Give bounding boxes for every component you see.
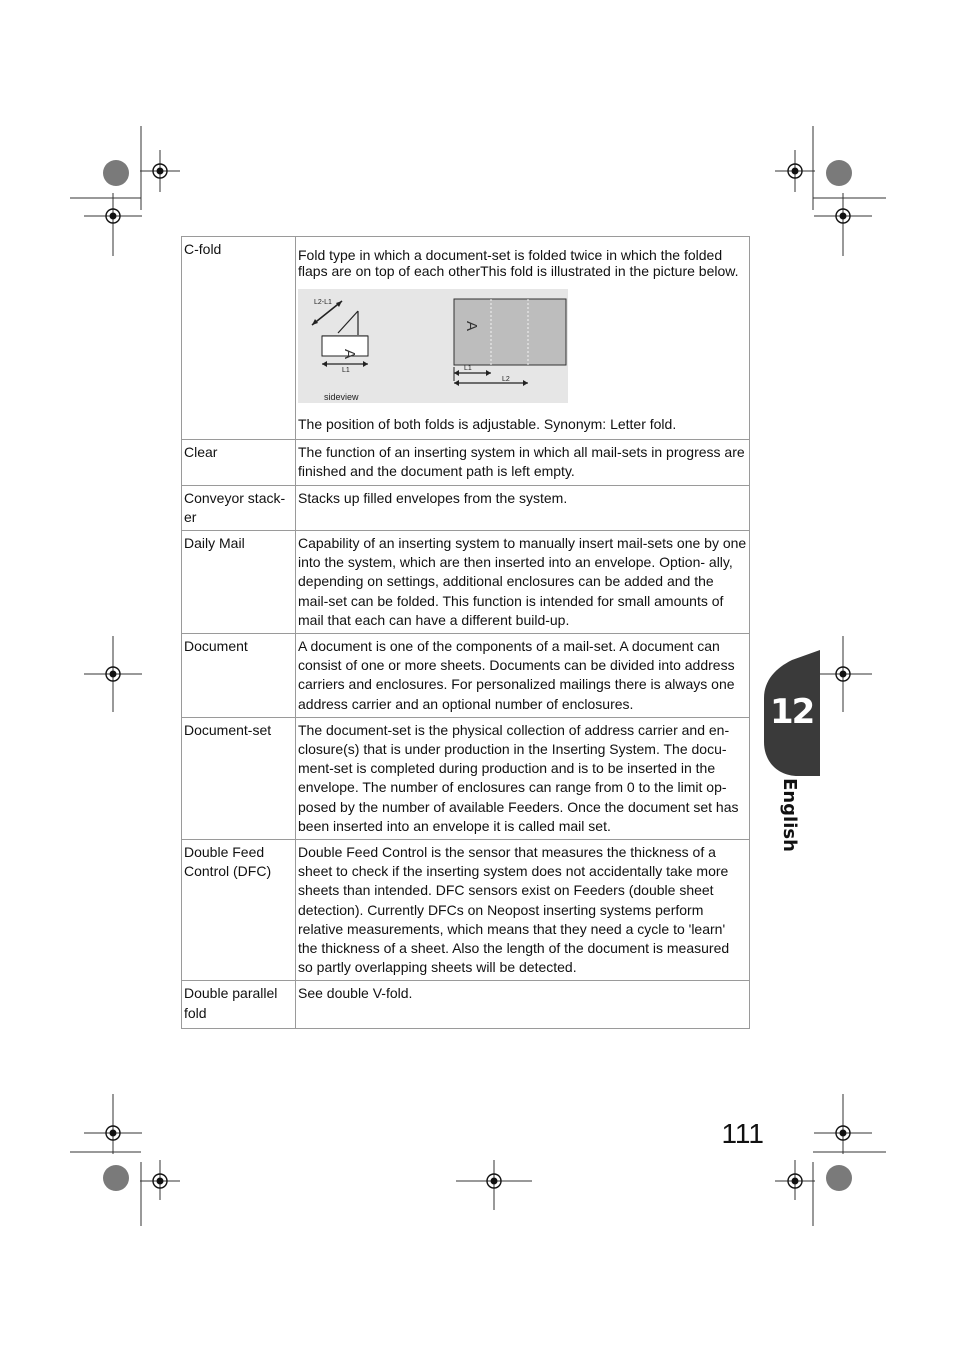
term-cell: Document-set xyxy=(182,717,296,839)
definition-cell: The function of an inserting system in which all mail-sets in progress are finished and the document path is left empty. xyxy=(296,440,750,485)
glossary-row-document xyxy=(182,634,750,718)
glossary-row-double-parallel-fold xyxy=(182,981,750,1028)
glossary-row-document-set xyxy=(182,717,750,839)
term-cell: Double Feed Control (DFC) xyxy=(182,840,296,981)
glossary-row-clear xyxy=(182,440,750,485)
figure-label-l2: L2 xyxy=(502,376,510,383)
definition-cell: A document is one of the components of a mail-set. A document can consist of one or more sheets. Documents can be divided into address carriers and enclosures. For personalized mailings there is always one address carrier and an optional number of enclosures. xyxy=(296,634,750,718)
glossary-row-double-feed-control xyxy=(182,840,750,981)
figure-label-l1-sheet: L1 xyxy=(464,365,472,372)
chapter-language: English xyxy=(779,778,800,852)
term-cell: Document xyxy=(182,634,296,718)
glossary-row-c-fold xyxy=(182,237,750,440)
glossary-row-daily-mail xyxy=(182,531,750,634)
figure-label-l1-side: L1 xyxy=(342,367,350,374)
definition-text: Fold type in which a document-set is folded twice in which the folded flaps are on top of each otherThis fold is illustrated in the picture below. xyxy=(298,247,739,279)
definition-cell xyxy=(296,237,750,440)
figure-letter-side: A xyxy=(341,348,358,360)
definition-text-after-figure: The position of both folds is adjustable. Synonym: Letter fold. xyxy=(298,416,677,432)
term-cell: Clear xyxy=(182,440,296,485)
glossary-table xyxy=(181,236,750,1029)
definition-cell: Double Feed Control is the sensor that measures the thickness of a sheet to check if the inserting system does not accidentally take more sheets than intended. DFC sensors exist on Feeders (double sheet detection). Currently DFCs on Neopost inserting systems perform relative measurements, which means that they need a cycle to 'learn' the thickness of a sheet. Also the length of the document is measured so partly overlapping sheets will be detected. xyxy=(296,840,750,981)
page-number: 111 xyxy=(721,1118,764,1149)
definition-cell: See double V-fold. xyxy=(296,981,750,1028)
figure-sideview-label: sideview xyxy=(324,392,359,402)
term-cell: Daily Mail xyxy=(182,531,296,634)
term-cell: Double parallel fold xyxy=(182,981,296,1028)
term-cell: C-fold xyxy=(182,237,296,440)
figure-label-diff: L2-L1 xyxy=(314,299,332,306)
chapter-number: 12 xyxy=(770,692,814,732)
term-cell: Conveyor stack- er xyxy=(182,485,296,530)
figure-letter-sheet: A xyxy=(463,320,480,332)
c-fold-illustration xyxy=(298,289,568,403)
glossary-row-conveyor-stacker xyxy=(182,485,750,530)
definition-cell: The document-set is the physical collection of address carrier and en- closure(s) that is under production in the Inserting System. The docu- ment-set is completed during production and is to be inserted in the envelope. The number of enclosures can range from 0 to the limit op- posed by the number of available Feeders. Once the document set has been inserted into an envelope it is called mail set. xyxy=(296,717,750,839)
definition-cell: Stacks up filled envelopes from the system. xyxy=(296,485,750,530)
definition-cell: Capability of an inserting system to manually insert mail-sets one by one into the system, which are then inserted into an envelope. Option- ally, depending on settings, additional enclosures can be added and the mail-set can be folded. This function is intended for small amounts of mail that each can have a different build-up. xyxy=(296,531,750,634)
